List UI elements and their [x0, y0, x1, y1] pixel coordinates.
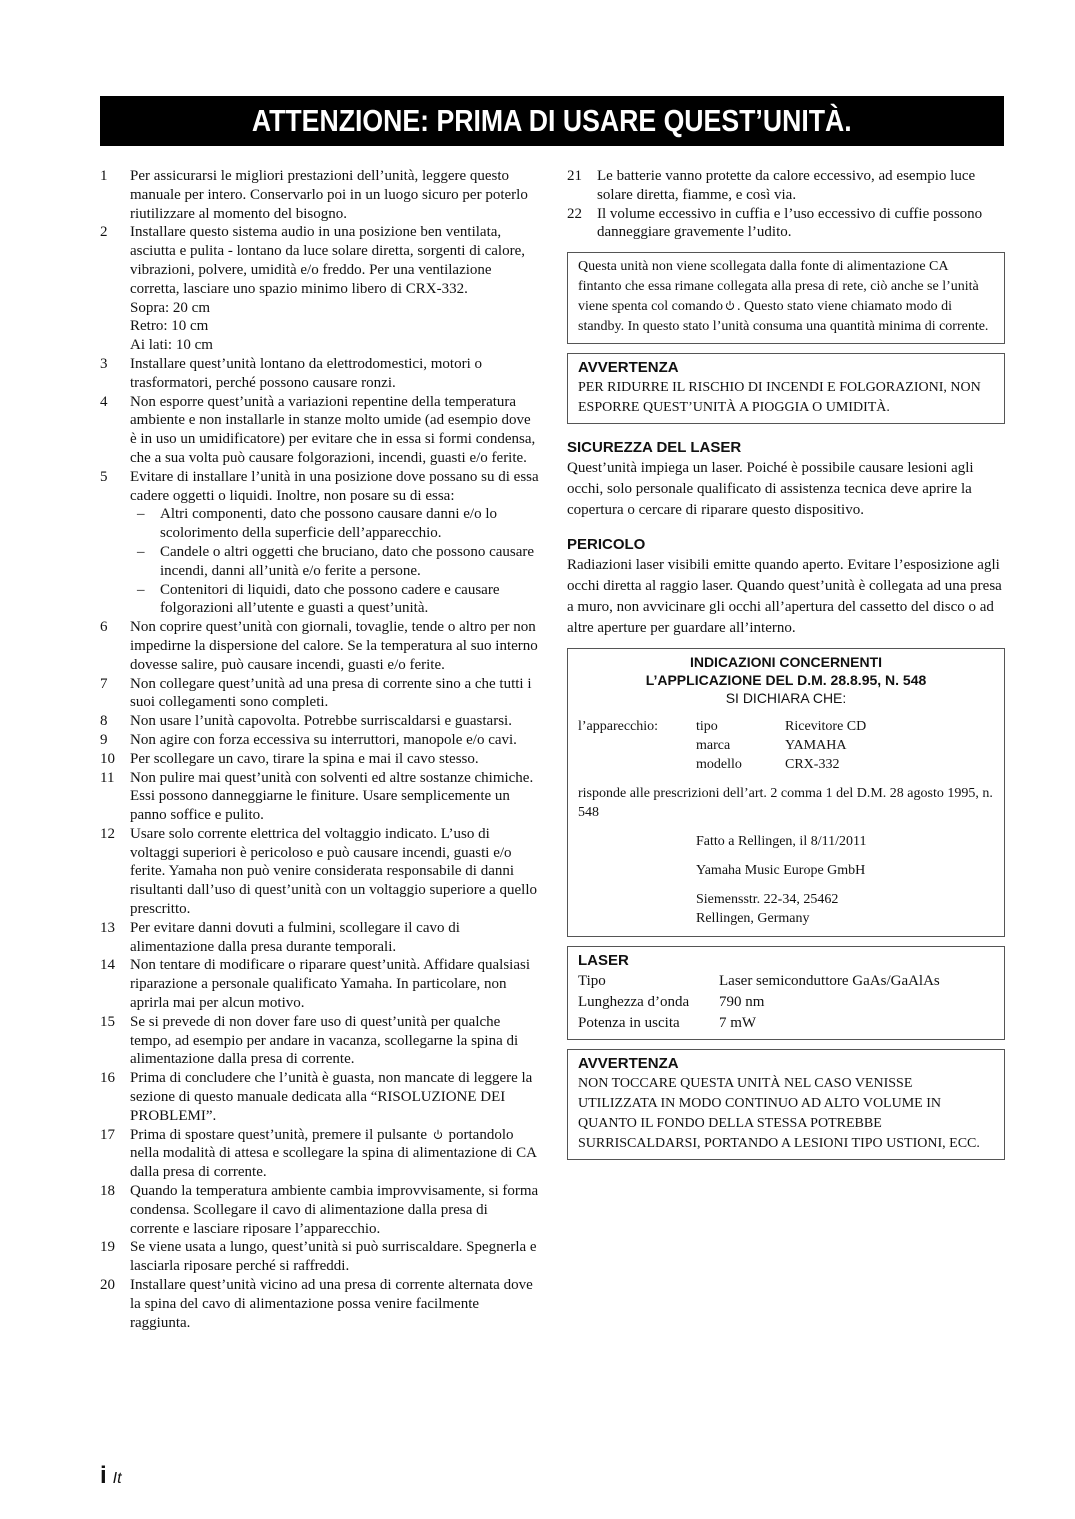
dash-bullet: – [137, 581, 145, 598]
item-number: 13 [100, 919, 115, 936]
danger-heading: PERICOLO [567, 536, 646, 554]
sub-item-text: Altri componenti, dato che possono causare danni e/o lo scolorimento della superficie dell’apparecchio. [160, 506, 497, 542]
item-text: Prima di spostare quest’unità, premere il pulsante [130, 1126, 428, 1143]
sub-item [137, 543, 540, 581]
power-icon [433, 1129, 443, 1140]
warning-heading: AVVERTENZA [578, 1055, 679, 1073]
item-body [130, 956, 540, 1012]
item-number: 22 [567, 205, 582, 222]
item-body [130, 1126, 540, 1182]
item-number: 2 [100, 224, 108, 241]
item-text: Non esporre quest’unità a variazioni repentine della temperatura ambiente e non installarle in stanze molto umide (ad esempio dove è in uso un umidificatore) per evitare che in essa si formi condensa, che a sua volta può causare folgorazioni, incendi, guasti e/o ferite. [130, 393, 536, 466]
item-number: 6 [100, 619, 108, 636]
item-number: 5 [100, 468, 108, 485]
list-item [100, 1276, 540, 1332]
item-body [130, 825, 540, 919]
item-body [130, 167, 540, 223]
list-item [567, 205, 1005, 243]
list-item [100, 956, 540, 1012]
item-text: Prima di concludere che l’unità è guasta, non mancate di leggere la sezione di questo manuale dedicata alla “RISOLUZIONE DEI PROBLEMI”. [130, 1070, 533, 1124]
item-number: 19 [100, 1239, 115, 1256]
item-text: Non pulire mai quest’unità con solventi ed altre sostanze chimiche. Essi possono danneggiarne le finiture. Usare semplicemente un panno soffice e pulito. [130, 769, 534, 824]
dash-bullet: – [137, 506, 145, 523]
laser-safety-heading: SICUREZZA DEL LASER [567, 439, 742, 457]
dm-compliance: risponde alle prescrizioni dell’art. 2 comma 1 del D.M. 28 agosto 1995, n. 548 [578, 786, 993, 821]
warning-box-2 [567, 1049, 1005, 1160]
sub-item [137, 505, 540, 543]
laser-row-value: Laser semiconduttore GaAs/GaAlAs [719, 973, 940, 990]
list-item [567, 167, 1005, 205]
item-text: Non collegare quest’unità ad una presa di corrente sino a che tutti i suoi collegamenti sono completi. [130, 675, 532, 711]
dm-row-key: modello [696, 757, 742, 773]
standby-note-text-after: . Questo stato viene chiamato modo di standby. In questo stato l’unità consuma una quantità minima di corrente. [578, 299, 989, 335]
list-item [100, 675, 540, 713]
item-number: 11 [100, 769, 115, 786]
list-item [100, 468, 540, 618]
item-text: Non agire con forza eccessiva su interruttori, manopole e/o cavi. [130, 731, 517, 748]
laser-row-key: Potenza in uscita [578, 1015, 680, 1032]
item-body [130, 393, 540, 468]
dm-row-value: CRX-332 [785, 757, 840, 773]
list-item [100, 731, 540, 750]
warning-text: PER RIDURRE IL RISCHIO DI INCENDI E FOLGORAZIONI, NON ESPORRE QUEST’UNITÀ A PIOGGIA O UMIDITÀ. [578, 380, 981, 416]
dm-place-date: Fatto a Rellingen, il 8/11/2011 [696, 834, 867, 850]
item-text: Per evitare danni dovuti a fulmini, scollegare il cavo di alimentazione dalla presa durante temporali. [130, 919, 460, 955]
sub-item [137, 581, 540, 619]
sub-item-text: Contenitori di liquidi, dato che possono cadere e causare folgorazioni all’utente e guasti a quest’unità. [160, 581, 500, 617]
item-body [130, 618, 540, 674]
dm-declaration-box [567, 648, 1005, 937]
item-body [130, 1238, 540, 1276]
laser-row-key: Lunghezza d’onda [578, 994, 690, 1011]
item-body [130, 675, 540, 713]
item-number: 7 [100, 675, 108, 692]
right-column [567, 167, 1005, 1160]
item-body [130, 1182, 540, 1238]
standby-note [567, 252, 1005, 344]
item-number: 15 [100, 1013, 115, 1030]
laser-heading: LASER [578, 952, 629, 970]
list-item [100, 825, 540, 919]
item-body [130, 750, 540, 769]
item-body [130, 731, 540, 750]
item-number: 12 [100, 825, 115, 842]
laser-row-key: Tipo [578, 973, 606, 990]
item-body [130, 919, 540, 957]
page-number: i [100, 1462, 107, 1489]
item-number: 1 [100, 168, 108, 184]
item-body [130, 468, 540, 618]
dm-row-value: YAMAHA [785, 738, 847, 754]
item-text: Quando la temperatura ambiente cambia improvvisamente, si forma condensa. Scollegare il cavo di alimentazione dalla presa di corrente e lasciare riposare l’apparecchio. [130, 1183, 539, 1237]
warning-text: NON TOCCARE QUESTA UNITÀ NEL CASO VENISSE UTILIZZATA IN MODO CONTINUO AD ALTO VOLUME IN QUANTO IL FONDO DELLA STESSA POTREBBE SURRISCALDARSI, PORTANDO A LESIONI TIPO USTIONI, ECC. [578, 1076, 980, 1152]
item-number: 21 [567, 168, 582, 184]
item-text: Per assicurarsi le migliori prestazioni dell’unità, leggere questo manuale per intero. Conservarlo poi in un luogo sicuro per poterlo riutilizzare al momento del bisogno. [130, 168, 528, 222]
dm-company: Yamaha Music Europe GmbH [696, 863, 866, 879]
page-footer [100, 1462, 122, 1490]
dm-subheading: SI DICHIARA CHE: [725, 690, 847, 707]
item-body [130, 1069, 540, 1125]
list-item [100, 618, 540, 674]
list-item [100, 223, 540, 355]
item-text: Non coprire quest’unità con giornali, tovaglie, tende o altro per non impedirne la dispersione del calore. Se la temperatura al suo interno dovesse salire, può causare incendi, guasti e/o ferite. [130, 619, 538, 673]
item-text: Le batterie vanno protette da calore eccessivo, ad esempio luce solare diretta, fiamme, e così via. [597, 168, 976, 203]
title-bar [100, 96, 1004, 146]
item-text: Installare questo sistema audio in una posizione ben ventilata, asciutta e pulita - lontano da luce solare diretta, sorgenti di calore, vibrazioni, polvere, umidità e/o freddo. Per una ventilazione corretta, lasciare uno spazio minimo libero di CRX-332. [130, 224, 525, 297]
list-item [100, 355, 540, 393]
item-number: 17 [100, 1126, 115, 1143]
item-text: Non tentare di modificare o riparare quest’unità. Affidare qualsiasi riparazione a personale qualificato Yamaha. In particolare, non aprirla mai per alcun motivo. [130, 957, 530, 1012]
item-number: 10 [100, 750, 115, 767]
laser-spec-table [578, 971, 994, 1034]
list-item [100, 1238, 540, 1276]
laser-safety-text: Quest’unità impiega un laser. Poiché è possibile causare lesioni agli occhi, solo personale qualificato di assistenza tecnica deve aprire la copertura o cercare di riparare questo dispositivo. [567, 460, 974, 519]
laser-row-value: 7 mW [719, 1015, 757, 1032]
clearance-line: Ai lati: 10 cm [130, 337, 213, 354]
warning-box-1 [567, 353, 1005, 424]
item-body [130, 1013, 540, 1069]
list-item [100, 750, 540, 769]
laser-row-value: 790 nm [719, 994, 765, 1011]
clearance-line: Sopra: 20 cm [130, 299, 210, 316]
dm-row-value: Ricevitore CD [785, 719, 867, 735]
item-number: 3 [100, 355, 108, 372]
dm-device-label: l’apparecchio: [578, 719, 659, 735]
item-text: Evitare di installare l’unità in una posizione dove possano su di essa cadere oggetti o liquidi. Inoltre, non posare su di essa: [130, 468, 539, 504]
item-text: Installare quest’unità vicino ad una presa di corrente alternata dove la spina del cavo di alimentazione possa venire facilmente raggiunta. [130, 1277, 533, 1331]
item-number: 20 [100, 1277, 115, 1294]
list-item [100, 1013, 540, 1069]
item-body [130, 223, 540, 355]
item-text: Il volume eccessivo in cuffia e l’uso eccessivo di cuffie possono danneggiare gravemente l’udito. [597, 205, 983, 241]
dm-address-2: Rellingen, Germany [696, 911, 810, 927]
item-body [130, 355, 540, 393]
danger-text: Radiazioni laser visibili emitte quando aperto. Evitare l’esposizione agli occhi diretta al raggio laser. Quando quest’unità è collegata ad una presa a muro, non avvicinare gli occhi all’apertura del cassetto del disco o ad altre aperture per guardare all’interno. [567, 557, 1002, 637]
list-item [100, 393, 540, 468]
dm-address-1: Siemensstr. 22-34, 25462 [696, 892, 839, 908]
list-item [100, 167, 540, 223]
item-body [130, 712, 540, 731]
dm-row-key: marca [696, 738, 731, 754]
dm-row-key: tipo [696, 719, 718, 735]
dm-heading-2: L’APPLICAZIONE DEL D.M. 28.8.95, N. 548 [645, 672, 927, 689]
clearance-line: Retro: 10 cm [130, 318, 209, 335]
item-body [130, 1276, 540, 1332]
sub-item-text: Candele o altri oggetti che bruciano, dato che possono causare incendi, danni all’unità e/o ferite a persone. [160, 543, 535, 579]
list-item [100, 769, 540, 825]
list-item [100, 712, 540, 731]
item-number: 9 [100, 731, 108, 748]
item-number: 14 [100, 957, 115, 974]
item-body [130, 769, 540, 825]
list-item [100, 1126, 540, 1182]
item-body [597, 205, 1005, 243]
power-icon [725, 300, 735, 311]
page-title: ATTENZIONE: PRIMA DI USARE QUEST’UNITÀ. [252, 103, 852, 138]
item-text: portandolo nella modalità di attesa e scollegare la spina di alimentazione di CA dalla presa di corrente. [130, 1126, 537, 1181]
list-item [100, 919, 540, 957]
list-item [100, 1069, 540, 1125]
item-text: Se si prevede di non dover fare uso di quest’unità per qualche tempo, ad esempio per andare in vacanza, scollegarne la spina di alimentazione dalla presa di corrente. [130, 1013, 519, 1068]
dm-heading-1: INDICAZIONI CONCERNENTI [689, 654, 883, 671]
item-number: 4 [100, 393, 108, 410]
left-column [100, 167, 540, 1332]
warning-heading: AVVERTENZA [578, 359, 679, 377]
item-body [597, 167, 1005, 205]
item-text: Per scollegare un cavo, tirare la spina e mai il cavo stesso. [130, 750, 479, 767]
dash-bullet: – [137, 543, 145, 560]
item-text: Usare solo corrente elettrica del voltaggio indicato. L’uso di voltaggi superiori è pericoloso e può causare incendi, guasti e/o ferite. Yamaha non può venire considerata responsabile di danni risultanti dall’uso di quest’unità con un voltaggio superiore a quello prescritto. [130, 825, 537, 918]
laser-spec-box [567, 946, 1005, 1040]
item-text: Non usare l’unità capovolta. Potrebbe surriscaldarsi e guastarsi. [130, 713, 512, 730]
item-text: Se viene usata a lungo, quest’unità si può surriscaldare. Spegnerla e lasciarla riposare perché si raffreddi. [130, 1239, 537, 1275]
item-number: 18 [100, 1183, 115, 1200]
item-number: 8 [100, 713, 108, 730]
standby-note-text-before: Questa unità non viene scollegata dalla fonte di alimentazione CA fintanto che essa rimane collegata alla presa di rete, ciò anche se l’unità viene spenta col comando [578, 259, 979, 315]
dm-device-table [578, 717, 994, 774]
list-item [100, 1182, 540, 1238]
item-number: 16 [100, 1070, 115, 1087]
item-text: Installare quest’unità lontano da elettrodomestici, motori o trasformatori, perché possono causare ronzi. [130, 355, 482, 391]
language-code: It [112, 1470, 122, 1487]
